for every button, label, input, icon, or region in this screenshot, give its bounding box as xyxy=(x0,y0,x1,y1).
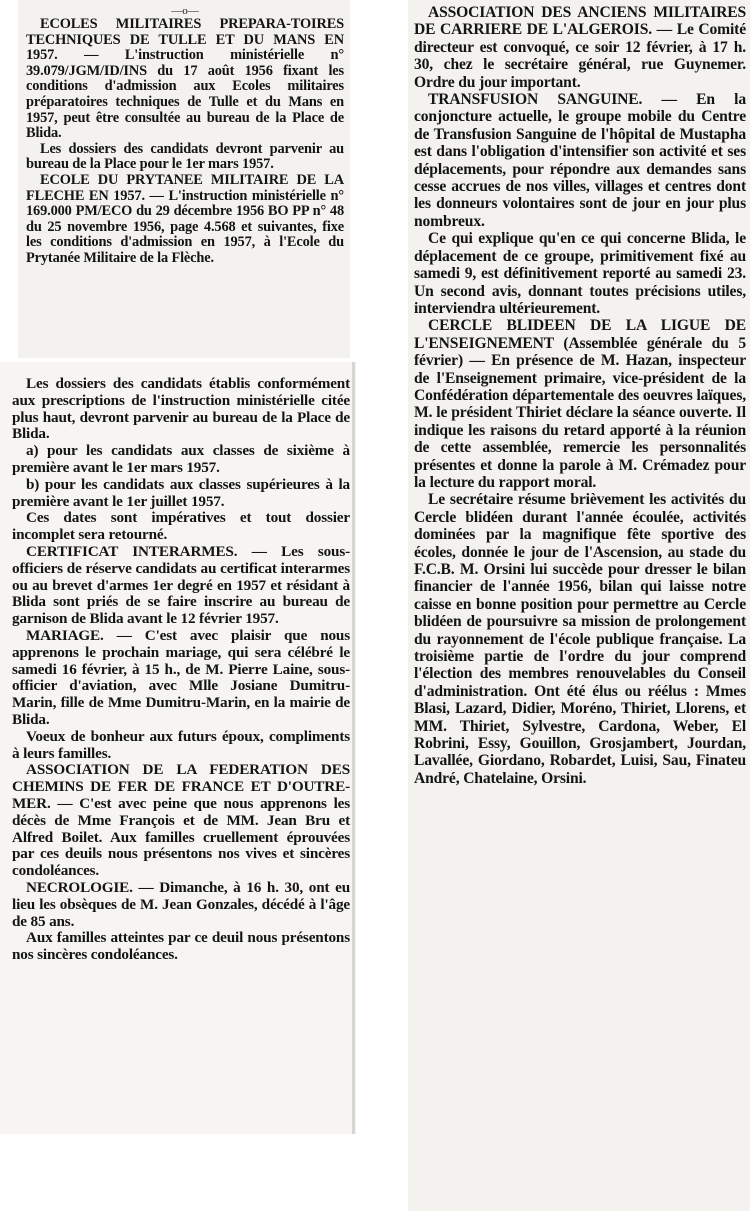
clipping-edge-shadow xyxy=(352,362,355,1134)
body-prytanee: — L'instruction ministérielle n° 169.000 PM/ECO du 29 décembre 1956 BO PP n° 48 du 25 novembre 1956, page 4.568 et suivantes, fixe les conditions d'admission en 1957, à l'Ecole du Prytanée Militaire de la Flèche. xyxy=(26,187,344,266)
body-cercle-blideen: — En présence de M. Hazan, inspecteur de l'Enseignement primaire, vice-président de la Confédération départementale des oeuvres laïques, M. le président Thiriet déclare la séance ouverte. Il indique les raisons du retard apporté à la réunion de cette assemblée, remercie les personnalités présentes et donne la parole à M. Crémadez pour la lecture du rapport moral. xyxy=(414,352,746,491)
blank-margin xyxy=(0,1134,356,1211)
article-prytanee xyxy=(26,173,344,267)
body-necrologie: — Dimanche, à 16 h. 30, ont eu lieu les obsèques de M. Jean Gonzales, décédé à l'âge de 85 ans. xyxy=(12,878,350,930)
article-column-left-top xyxy=(18,0,350,358)
heading-federation-chemins-de-fer: ASSOCIATION DE LA FEDERATION DES CHEMINS DE FER DE FRANCE ET D'OUTRE-MER. xyxy=(12,761,350,812)
paragraph-dossiers-etablis: Les dossiers des candidats établis conformément aux prescriptions de l'instruction ministérielle citée plus haut, devront parvenir au bureau de la Place de Blida. xyxy=(12,375,350,443)
article-necrologie xyxy=(12,880,350,930)
article-column-left-bottom xyxy=(0,362,356,1134)
body-certificat-interarmes: — Les sous-officiers de réserve candidats au certificat interarmes ou au brevet d'armes 1er degré en 1957 et résidant à Blida sont priés de se faire inscrire au bureau de garnison de Blida avant le 12 février 1957. xyxy=(12,542,351,628)
paragraph-condoleances: Aux familles atteintes par ce deuil nous présentons nos sincères condoléances. xyxy=(12,929,350,964)
heading-cercle-blideen: CERCLE BLIDEEN DE LA LIGUE DE L'ENSEIGNEMENT xyxy=(414,317,746,352)
heading-transfusion-sanguine: TRANSFUSION SANGUINE. xyxy=(428,91,643,109)
heading-ecoles-militaires: ECOLES MILITAIRES PREPARA-TOIRES TECHNIQUES DE TULLE ET DU MANS EN 1957. xyxy=(26,16,344,64)
article-federation-chemins-de-fer xyxy=(12,762,350,880)
article-mariage xyxy=(12,628,350,729)
heading-necrologie: NECROLOGIE. xyxy=(26,878,133,896)
article-anciens-militaires xyxy=(414,4,746,91)
body-transfusion-sanguine: — En la conjoncture actuelle, le groupe mobile du Centre de Transfusion Sanguine de l'hôpital de Mustapha est dans l'obligation d'intensifier son activité et ses déplacements, pour répondre aux demandes sans cesse accrues de nos villes, villages et centres dont les donneurs volontaires sont de jour en jour plus nombreux. xyxy=(414,91,746,230)
heading-prytanee: ECOLE DU PRYTANEE MILITAIRE DE LA FLECHE EN 1957. xyxy=(26,171,344,204)
body-federation-chemins-de-fer: — C'est avec peine que nous apprenons les décès de Mme François et de MM. Jean Bru et Alfred Boilet. Aux familles cruellement éprouvées par ces deuils nous présentons nos vives et sincères condoléances. xyxy=(12,794,350,880)
subheading-assemblee-generale: (Assemblée générale du 5 février) xyxy=(414,334,747,370)
body-anciens-militaires: — Le Comité directeur est convoqué, ce soir 12 février, à 17 h. 30, chez le secrétaire général, rue Guynemer. Ordre du jour important. xyxy=(414,21,746,91)
article-column-right xyxy=(408,0,750,1211)
body-mariage: — C'est avec plaisir que nous apprenons le prochain mariage, qui sera célébré le samedi 16 février, à 15 h., de M. Pierre Laine, sous-officier d'aviation, avec Mlle Josiane Dumitru-Marin, fille de Mme Dumitru-Marin, en la mairie de Blida. xyxy=(12,626,350,728)
paragraph-candidats-a: a) pour les candidats aux classes de sixième à première avant le 1er mars 1957. xyxy=(12,442,350,476)
ornament-divider: —o— xyxy=(171,5,199,17)
article-transfusion-sanguine xyxy=(414,91,746,230)
paragraph-dossiers-candidats: Les dossiers des candidats devront parvenir au bureau de la Place pour le 1er mars 1957. xyxy=(26,140,344,173)
heading-certificat-interarmes: CERTIFICAT INTERARMES. xyxy=(26,542,238,560)
paragraph-deplacement-groupe: Ce qui explique qu'en ce qui concerne Blida, le déplacement de ce groupe, primitivement fixé au samedi 9, est définitivement reporté au samedi 23. Un second avis, donnant toutes précisions utiles, interviendra ultérieurement. xyxy=(414,230,746,317)
heading-anciens-militaires: ASSOCIATION DES ANCIENS MILITAIRES DE CARRIERE DE L'ALGEROIS. xyxy=(414,4,746,39)
heading-mariage: MARIAGE. xyxy=(26,626,104,644)
paragraph-voeux: Voeux de bonheur aux futurs époux, compliments à leurs familles. xyxy=(12,727,350,762)
article-certificat-interarmes xyxy=(12,544,350,628)
paragraph-dates-imperatives: Ces dates sont impératives et tout dossier incomplet sera retourné. xyxy=(12,509,350,544)
paragraph-secretaire-resume: Le secrétaire résume brièvement les activités du Cercle blidéen durant l'année écoulée, activités dominées par la magnifique fête sportive des écoles, donnée le jour de l'Ascension, au stade du F.C.B. M. Orsini lui succède pour dresser le bilan financier de l'année 1956, bilan qui laisse notre caisse en bonne position pour permettre au Cercle blidéen de poursuivre sa mission de prolongement du rayonnement de l'école publique française. La troisième partie de l'ordre du jour comprend l'élection des membres renouvelables du Conseil d'administration. Ont été élus ou réélus : Mmes Blasi, Lazard, Didier, Moréno, Thiriet, Llorens, et MM. Thiriet, Sylvestre, Cardona, Weber, El Robrini, Essy, Gouillon, Grosjambert, Jourdan, Lavallée, Giordano, Robardet, Luisi, Sau, Finateu André, Chatelaine, Orsini. xyxy=(414,491,746,787)
article-ecoles-militaires xyxy=(26,17,344,142)
body-ecoles-militaires: — L'instruction ministérielle n° 39.079/JGM/ID/INS du 17 août 1956 fixant les conditions d'admission aux Ecoles militaires préparatoires techniques de Tulle et du Mans en 1957, peut être consultée au bureau de la Place de Blida. xyxy=(26,47,344,142)
article-cercle-blideen xyxy=(414,317,746,491)
paragraph-candidats-b: b) pour les candidats aux classes supérieures à la première avant le 1er juillet 1957. xyxy=(12,475,350,510)
